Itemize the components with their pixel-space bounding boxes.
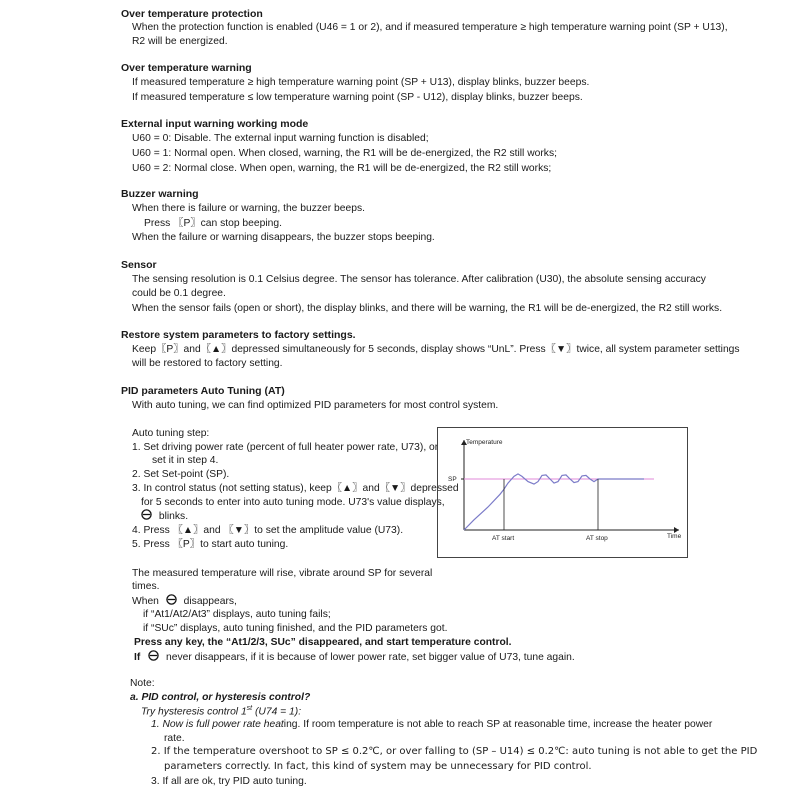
text-line: The sensing resolution is 0.1 Celsius degree. The sensor has tolerance. After calibration (U30), the absolute sensing accuracy	[132, 274, 706, 285]
step-3-cont: for 5 seconds to enter into auto tuning mode. U73's value displays,	[141, 497, 445, 508]
step-1: 1. Set driving power rate (percent of full heater power rate, U73), or	[132, 442, 439, 453]
try-text: Try hysteresis control 1	[141, 706, 247, 718]
heading-over-temp-protection: Over temperature protection	[121, 8, 263, 20]
step-4: 4. Press 〖▲〗and 〖▼〗to set the amplitude value (U73).	[132, 525, 404, 536]
note-item-2-cont: parameters correctly. In fact, this kind of system may be unnecessary for PID control.	[164, 761, 592, 772]
text-line: Keep〖P〗and〖▲〗depressed simultaneously for 5 seconds, display shows “UnL”. Press〖▼〗twice, all system parameter settings	[132, 344, 740, 355]
text-line: R2 will be energized.	[132, 36, 228, 47]
text-line: if “SUc” displays, auto tuning finished, and the PID parameters got.	[143, 623, 448, 634]
when-line	[132, 594, 237, 608]
text-line: When there is failure or warning, the buzzer beeps.	[132, 203, 365, 214]
note-1-rest: ing. If room temperature is not able to reach SP at reasonable time, increase the heater power	[283, 719, 713, 730]
text-line-bold: Press any key, the “At1/2/3, SUc” disappeared, and start temperature control.	[134, 637, 512, 648]
step-3: 3. In control status (not setting status), keep〖▲〗and〖▼〗depressed	[132, 483, 459, 494]
tuning-symbol-icon	[166, 594, 177, 605]
text-line: When the sensor fails (open or short), the display blinks, and there will be warning, the R1 will be de-energized, the R2 still works.	[132, 303, 723, 314]
text-line: When the protection function is enabled (U46 = 1 or 2), and if measured temperature ≥ high temperature warning point (SP + U13),	[132, 22, 728, 33]
try-sup: st	[246, 705, 253, 712]
text-line: could be 0.1 degree.	[132, 288, 226, 299]
note-item-1-cont: rate.	[164, 733, 185, 744]
note-title: Note:	[130, 678, 155, 689]
tuning-symbol-icon	[148, 650, 159, 661]
y-axis-label: Temperature	[466, 439, 503, 446]
heading-buzzer-warning: Buzzer warning	[121, 188, 199, 200]
step-2: 2. Set Set-point (SP).	[132, 469, 230, 480]
text-line: times.	[132, 581, 160, 592]
heading-sensor: Sensor	[121, 259, 157, 271]
step-1-cont: set it in step 4.	[152, 455, 219, 466]
if-line	[134, 650, 575, 664]
text-line: If measured temperature ≤ low temperature warning point (SP - U12), display blinks, buzzer beeps.	[132, 92, 583, 103]
sp-label: SP	[448, 476, 457, 483]
if-label: If	[134, 652, 141, 663]
step-5: 5. Press 〖P〗to start auto tuning.	[132, 539, 289, 550]
text-line: If measured temperature ≥ high temperature warning point (SP + U13), display blinks, buzzer beeps.	[132, 77, 590, 88]
when-label: When	[132, 596, 159, 607]
heading-over-temp-warning: Over temperature warning	[121, 62, 252, 74]
heading-pid-auto-tuning: PID parameters Auto Tuning (AT)	[121, 385, 285, 397]
never-disappears-text: never disappears, if it is because of lower power rate, set bigger value of U73, tune again.	[166, 652, 575, 663]
text-line: will be restored to factory setting.	[132, 358, 283, 369]
note-item-2: 2. If the temperature overshoot to SP ≤ 0.2℃, or over falling to (SP – U14) ≤ 0.2℃: auto tuning is not able to get the PID	[151, 746, 758, 757]
text-line: When the failure or warning disappears, the buzzer stops beeping.	[132, 232, 435, 243]
chart-svg	[438, 428, 687, 557]
text-line: Press 〖P〗can stop beeping.	[144, 218, 282, 229]
note-item-3: 3. If all are ok, try PID auto tuning.	[151, 776, 307, 787]
text-line: U60 = 0: Disable. The external input warning function is disabled;	[132, 133, 429, 144]
at-start-label: AT start	[492, 535, 515, 542]
note-a-title: a. PID control, or hysteresis control?	[130, 692, 311, 703]
temperature-curve	[464, 474, 644, 530]
tuning-symbol-icon	[141, 509, 152, 520]
heading-external-input: External input warning working mode	[121, 118, 309, 130]
disappears-label: disappears,	[183, 596, 237, 607]
x-axis-label: Time	[667, 533, 682, 540]
text-line: if “At1/At2/At3” displays, auto tuning fails;	[143, 609, 331, 620]
note-item-1	[151, 719, 712, 730]
text-line: With auto tuning, we can find optimized PID parameters for most control system.	[132, 400, 499, 411]
step-3-blink	[141, 509, 188, 523]
try-end: (U74 = 1):	[252, 706, 302, 718]
note-1-italic: 1. Now is full power rate heat	[151, 719, 284, 730]
blinks-label: blinks.	[158, 511, 189, 522]
note-try-line	[141, 705, 301, 717]
text-line: Auto tuning step:	[132, 428, 210, 439]
text-line: The measured temperature will rise, vibrate around SP for several	[132, 568, 433, 579]
text-line: U60 = 1: Normal open. When closed, warning, the R1 will be de-energized, the R2 still works;	[132, 148, 557, 159]
text-line: U60 = 2: Normal close. When open, warning, the R1 will be de-energized, the R2 still works;	[132, 163, 552, 174]
auto-tuning-chart	[437, 427, 688, 558]
at-stop-label: AT stop	[586, 535, 608, 542]
heading-restore-factory: Restore system parameters to factory settings.	[121, 329, 356, 341]
